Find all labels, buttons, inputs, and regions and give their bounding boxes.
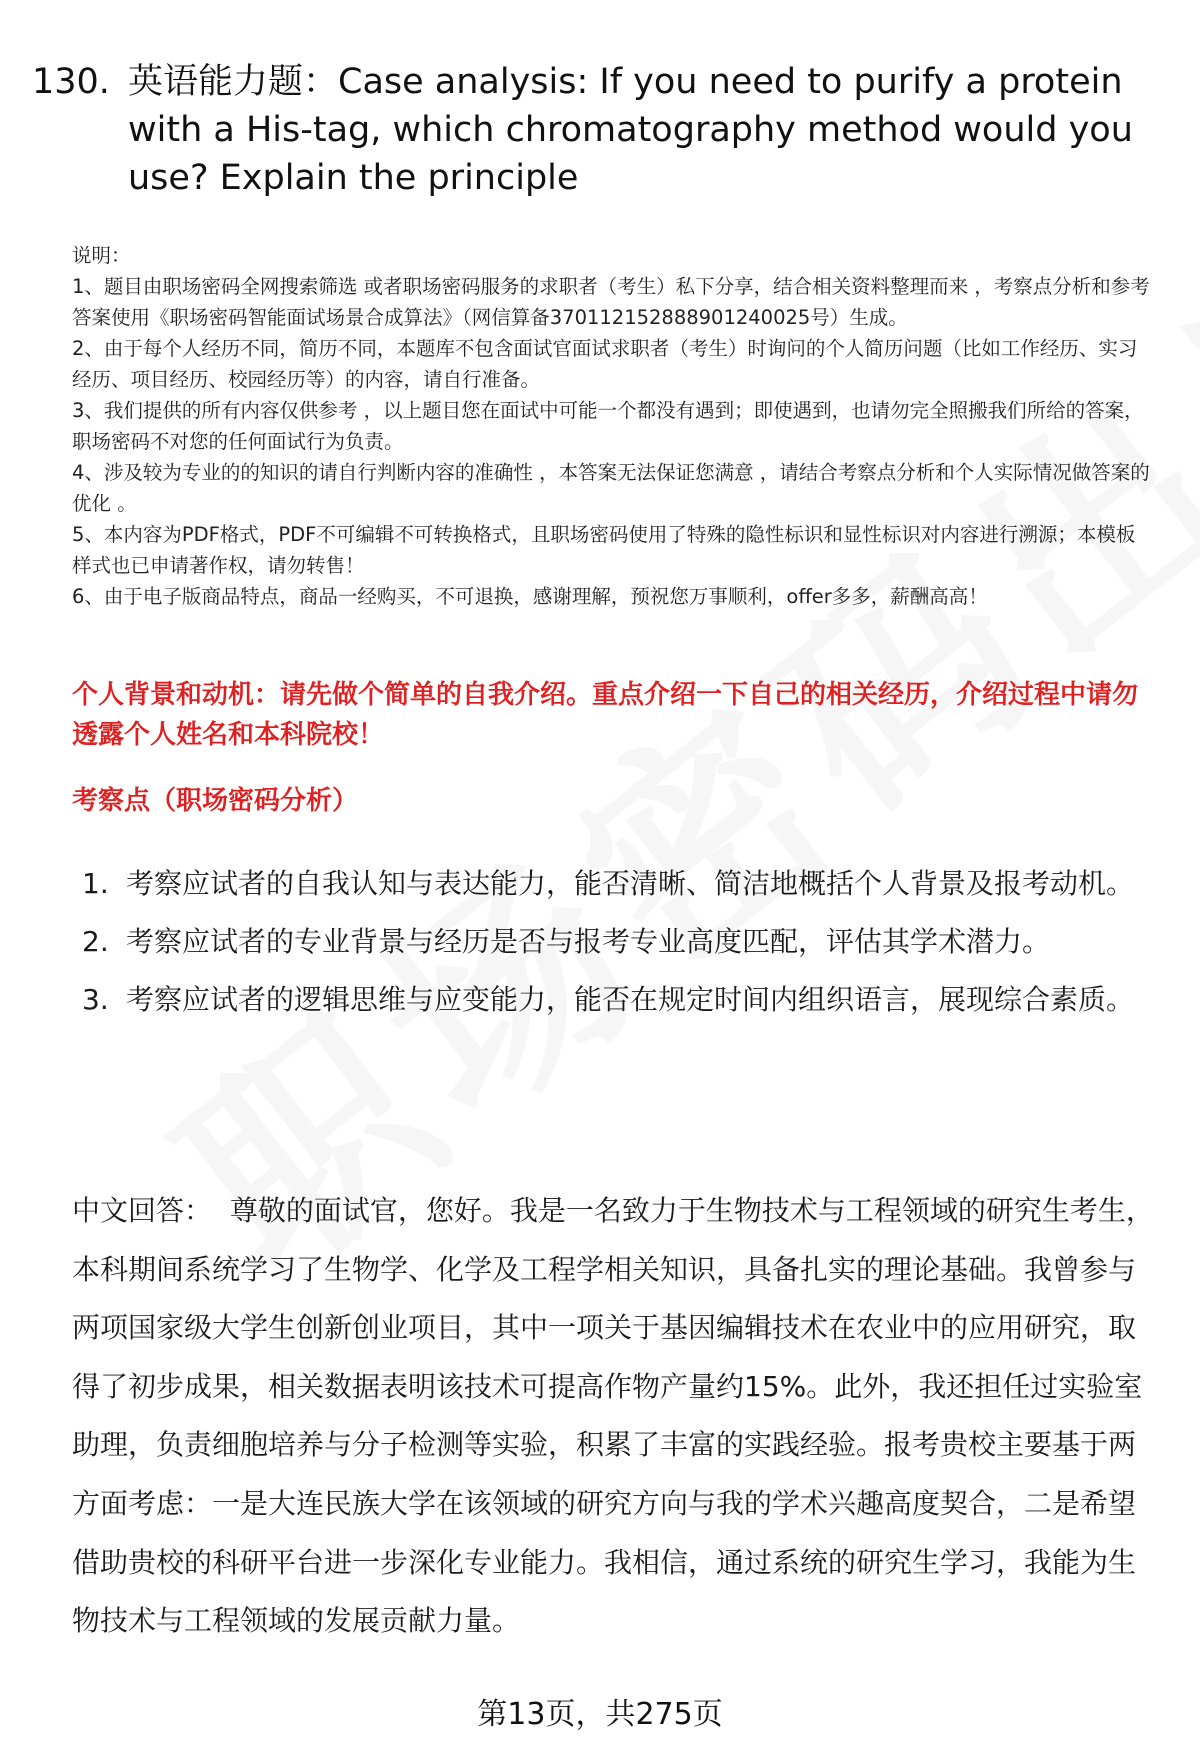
page-number: 第13页，共275页: [477, 1697, 723, 1732]
note-item: 5、本内容为PDF格式，PDF不可编辑不可转换格式，且职场密码使用了特殊的隐性标识和显性标识对内容进行溯源；本模板样式也已申请著作权，请勿转售！: [72, 523, 1136, 577]
note-item: 3、我们提供的所有内容仅供参考 ，以上题目您在面试中可能一个都没有遇到；即使遇到，也请勿完全照搬我们所给的答案，职场密码不对您的任何面试行为负责。: [72, 399, 1144, 453]
exam-point-number: 1.: [82, 867, 109, 900]
question-number: 130.: [32, 62, 110, 102]
note-item: 1、题目由职场密码全网搜索筛选 或者职场密码服务的求职者（考生）私下分享，结合相关资料整理而来 ，考察点分析和参考答案使用《职场密码智能面试场景合成算法》（网信算备370112152888901240025号）生成。: [72, 275, 1150, 329]
exam-point-text: 考察应试者的自我认知与表达能力，能否清晰、简洁地概括个人背景及报考动机。: [126, 867, 1135, 900]
exam-point-item: [82, 855, 1162, 913]
page-footer: [0, 1695, 1200, 1735]
exam-points-list: [82, 855, 1162, 1029]
exam-point-number: 3.: [82, 983, 109, 1016]
exam-point-text: 考察应试者的专业背景与经历是否与报考专业高度匹配，评估其学术潜力。: [126, 925, 1051, 958]
question-text: 英语能力题：Case analysis: If you need to purify a protein with a His-tag, which chromatography method would you use? Explain the principle: [128, 62, 1133, 198]
notes-title: 说明：: [72, 244, 131, 267]
note-item: 6、由于电子版商品特点，商品一经购买，不可退换，感谢理解，预祝您万事顺利，offer多多，薪酬高高！: [72, 585, 988, 608]
note-item: 4、涉及较为专业的的知识的请自行判断内容的准确性 ，本答案无法保证您满意 ，请结合考察点分析和个人实际情况做答案的优化 。: [72, 461, 1150, 515]
note-item: 2、由于每个人经历不同，简历不同，本题库不包含面试官面试求职者（考生）时询问的个人简历问题（比如工作经历、实习经历、项目经历、校园经历等）的内容，请自行准备。: [72, 337, 1138, 391]
question-heading: [32, 58, 1162, 202]
notes-section: [72, 240, 1152, 612]
motivation-prompt: 个人背景和动机：请先做个简单的自我介绍。重点介绍一下自己的相关经历，介绍过程中请勿透露个人姓名和本科院校！: [72, 680, 1139, 750]
answer-paragraph: [72, 1182, 1157, 1651]
answer-label: 中文回答：: [72, 1194, 213, 1227]
exam-point-number: 2.: [82, 925, 109, 958]
answer-text: 尊敬的面试官，您好。我是一名致力于生物技术与工程领域的研究生考生，本科期间系统学习了生物学、化学及工程学相关知识，具备扎实的理论基础。我曾参与两项国家级大学生创新创业项目，其中一项关于基因编辑技术在农业中的应用研究，取得了初步成果，相关数据表明该技术可提高作物产量约15%。此外，我还担任过实验室助理，负责细胞培养与分子检测等实验，积累了丰富的实践经验。报考贵校主要基于两方面考虑：一是大连民族大学在该领域的研究方向与我的学术兴趣高度契合，二是希望借助贵校的科研平台进一步深化专业能力。我相信，通过系统的研究生学习，我能为生物技术与工程领域的发展贡献力量。: [72, 1194, 1154, 1638]
exam-point-item: [82, 913, 1162, 971]
exam-point-text: 考察应试者的逻辑思维与应变能力，能否在规定时间内组织语言，展现综合素质。: [126, 983, 1135, 1016]
exam-points-title: 考察点（职场密码分析）: [72, 786, 359, 816]
exam-point-item: [82, 971, 1162, 1029]
